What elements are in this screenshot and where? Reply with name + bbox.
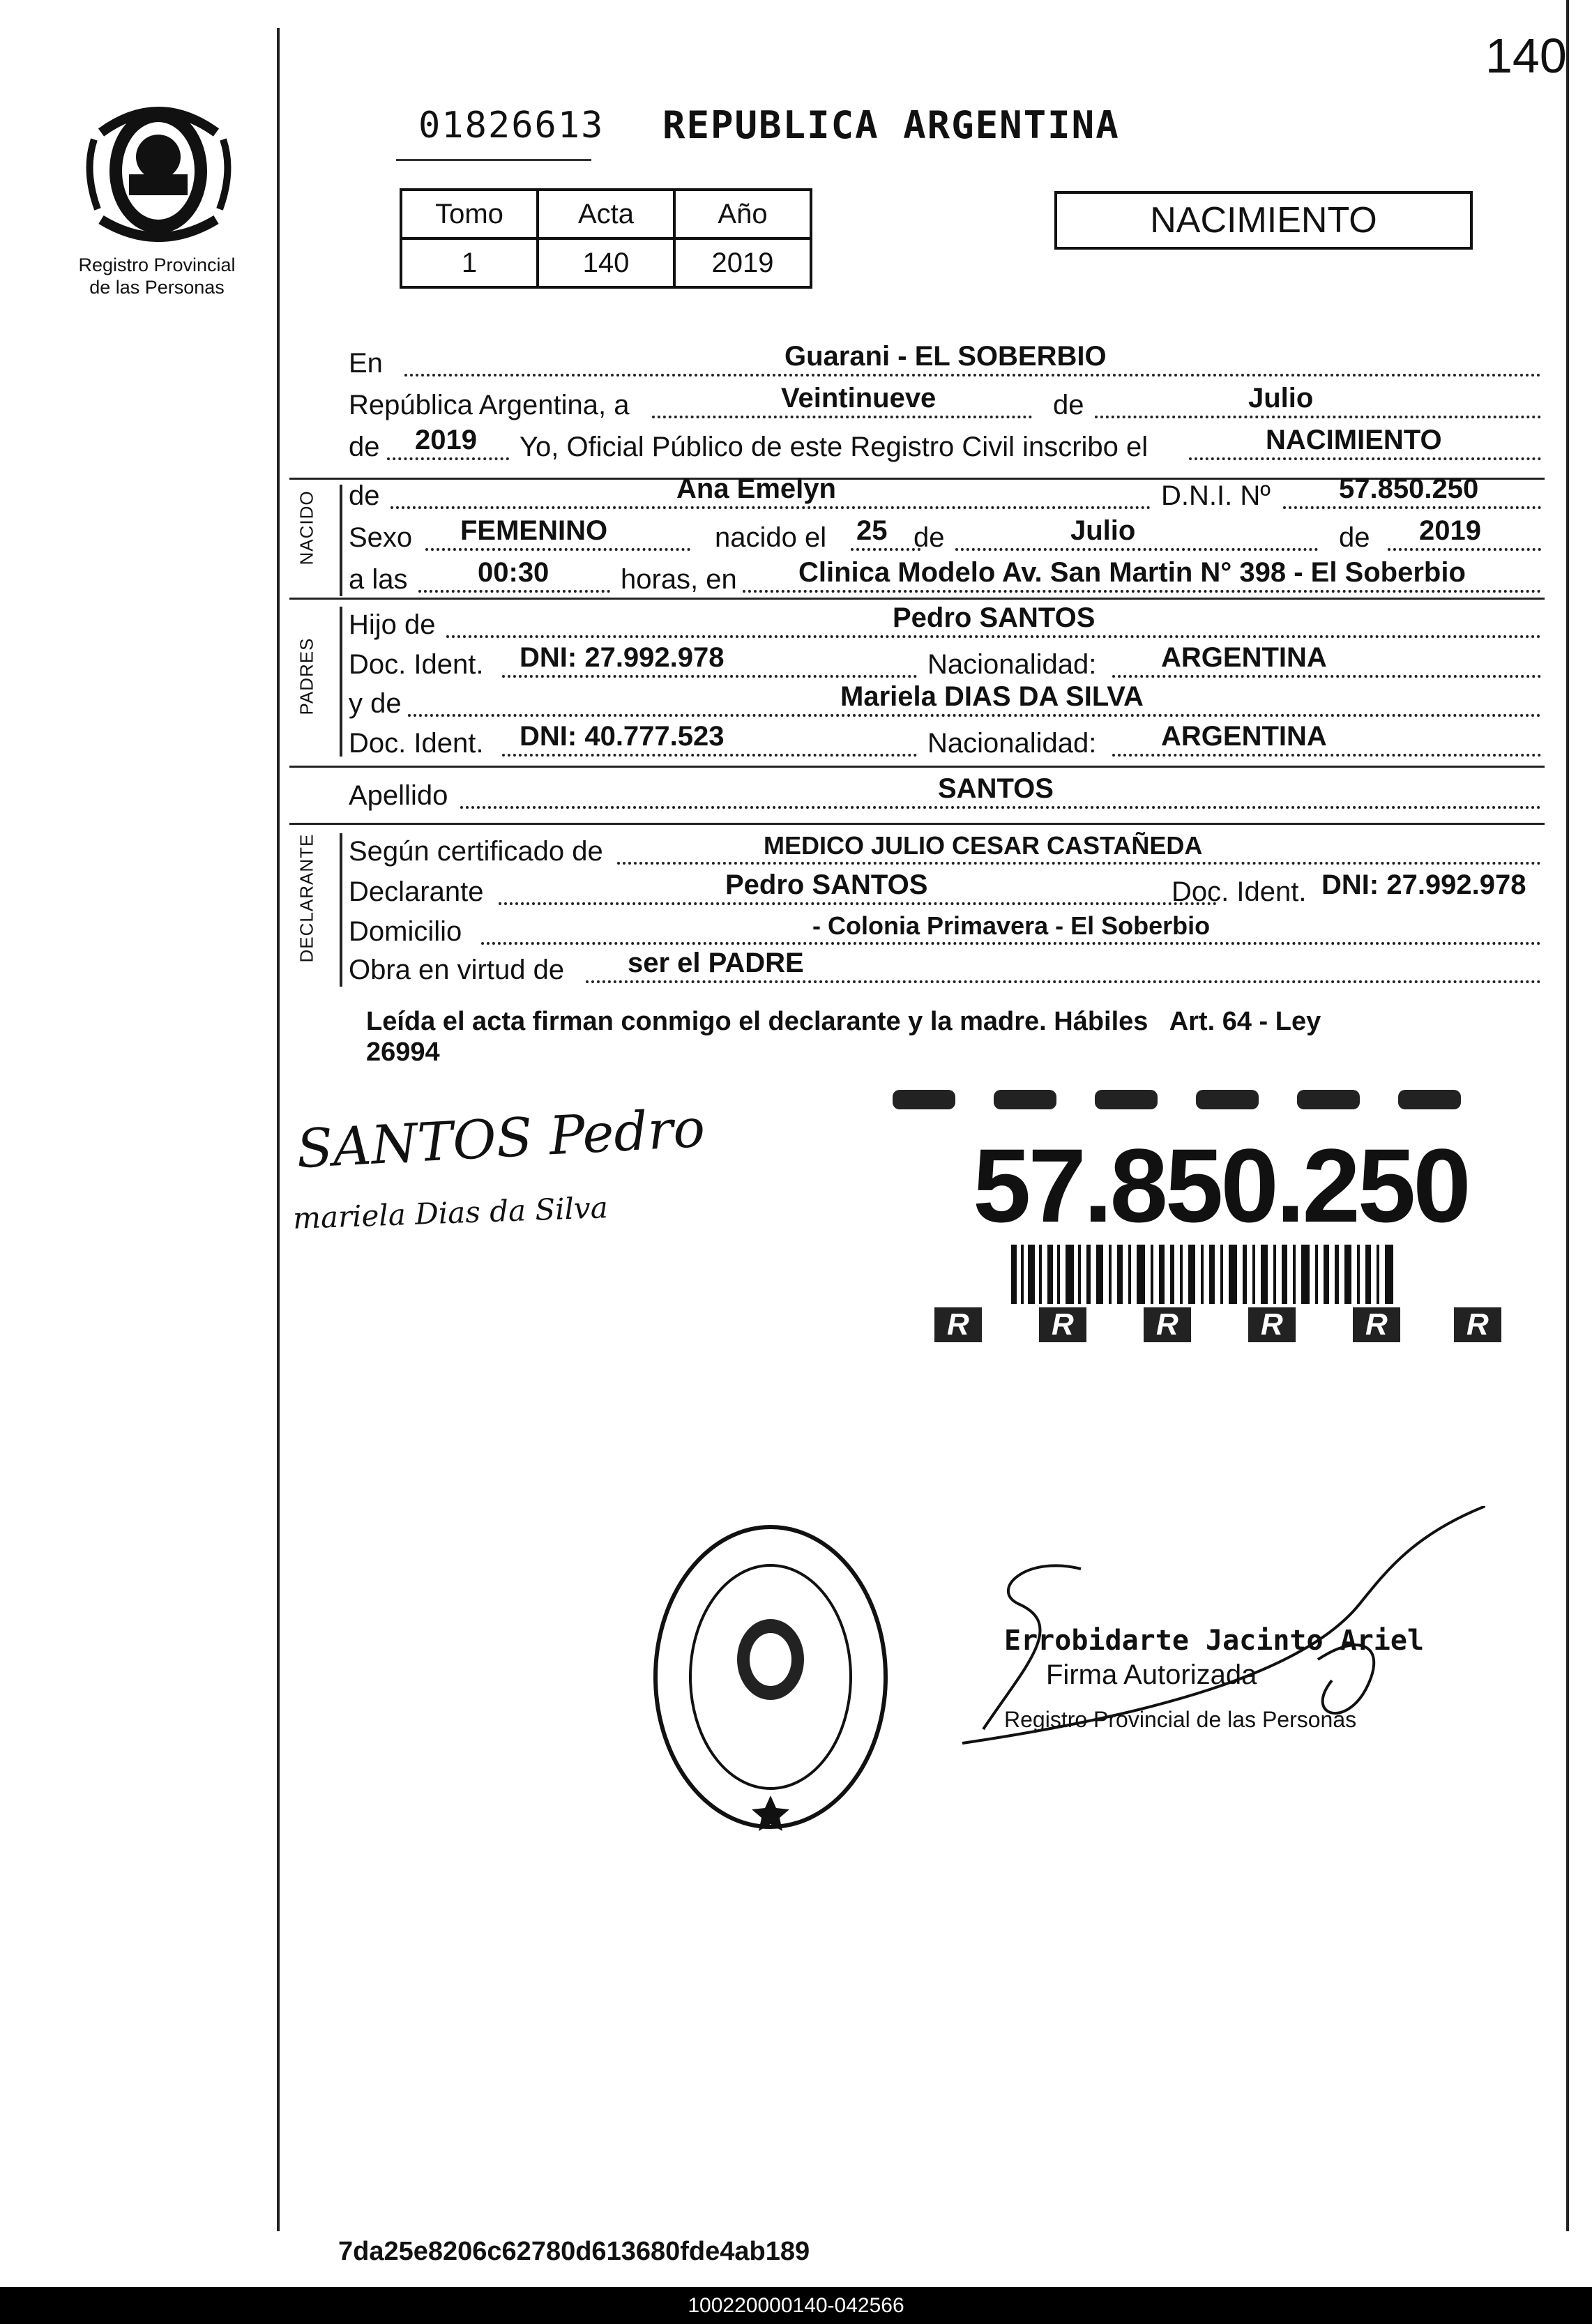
footer-bar <box>0 2287 1592 2324</box>
registry-name <box>49 254 265 298</box>
sticker-mark: R <box>1248 1307 1296 1342</box>
mother-nationality: ARGENTINA <box>1161 721 1327 752</box>
nacido-year-dots <box>1388 548 1541 551</box>
month-value: Julio <box>1248 383 1314 413</box>
row-apellido <box>349 774 1541 816</box>
page-number: 140 <box>1485 29 1567 83</box>
de2-label: de <box>349 432 380 462</box>
horas-label: horas, en <box>621 564 737 595</box>
year-value: 2019 <box>415 425 477 455</box>
en-value: Guarani - EL SOBERBIO <box>784 341 1107 372</box>
y-de-dots <box>408 714 1541 717</box>
left-margin-line <box>277 28 280 2231</box>
dom-value: - Colonia Primavera - El Soberbio <box>812 911 1211 940</box>
row-republica <box>349 383 1541 425</box>
nacido-de-label-3: de <box>1339 522 1370 553</box>
obra-value: ser el PADRE <box>628 948 804 978</box>
hijo-de-dots <box>446 635 1541 638</box>
serial-underline <box>396 159 591 161</box>
birth-place: Clinica Modelo Av. San Martin N° 398 - El Soberbio <box>798 557 1466 588</box>
sticker-mark: R <box>1039 1307 1086 1342</box>
sticker-top-marks <box>886 1084 1506 1119</box>
birth-year: 2019 <box>1419 515 1481 546</box>
record-value: NACIMIENTO <box>1266 425 1442 455</box>
dom-label: Domicilio <box>349 916 462 947</box>
nacido-name-dots <box>391 506 1151 509</box>
place-dots <box>743 590 1541 593</box>
registry-name-line2: de las Personas <box>89 277 225 298</box>
nacido-de-label-2: de <box>913 522 945 553</box>
row-mother-doc <box>349 722 1541 764</box>
sexo-label: Sexo <box>349 522 413 553</box>
declarante-label: DECLARANTE <box>296 833 317 963</box>
apellido-value: SANTOS <box>938 773 1054 804</box>
volume-value-acta: 140 <box>538 238 674 287</box>
signature-mother: mariela Dias da Silva <box>292 1190 609 1236</box>
father-doc-dots <box>502 675 917 678</box>
apellido-label: Apellido <box>349 780 448 811</box>
father-doc-label: Doc. Ident. <box>349 649 484 680</box>
cert-label: Según certificado de <box>349 836 603 867</box>
document-type: NACIMIENTO <box>1150 200 1377 241</box>
volume-value-anio: 2019 <box>674 238 811 287</box>
row-nacido-hora <box>349 558 1541 600</box>
row-father-doc <box>349 643 1541 685</box>
declarante-side-line <box>340 833 342 987</box>
officer-text: Yo, Oficial Público de este Registro Civil inscribo el <box>520 432 1148 462</box>
sexo-value: FEMENINO <box>460 515 608 546</box>
y-de-label: y de <box>349 688 402 719</box>
official-name: Errobidarte Jacinto Ariel <box>1004 1625 1425 1657</box>
dni-label: D.N.I. Nº <box>1161 480 1271 511</box>
mother-doc-label: Doc. Ident. <box>349 728 484 759</box>
document-type-box <box>1054 191 1473 250</box>
nacido-day-dots <box>851 548 920 551</box>
decl-doc-value: DNI: 27.992.978 <box>1321 869 1526 900</box>
nacido-label: NACIDO <box>296 490 317 565</box>
official-org: Registro Provincial de las Personas <box>1004 1707 1357 1732</box>
republica-label: República Argentina, a <box>349 390 630 420</box>
father-nat-dots <box>1112 675 1541 678</box>
republica-dots-1 <box>652 416 1032 418</box>
mother-doc-dots <box>502 754 917 757</box>
row-domicilio <box>349 910 1541 952</box>
volume-header-tomo: Tomo <box>401 190 538 238</box>
hijo-de-label: Hijo de <box>349 609 436 640</box>
nacido-de-label: de <box>349 480 380 511</box>
volume-table <box>400 188 812 289</box>
mother-doc: DNI: 40.777.523 <box>520 721 725 752</box>
padres-side-line <box>340 607 342 757</box>
document-title: REPUBLICA ARGENTINA <box>662 103 1120 147</box>
sticker-mark: R <box>1144 1307 1191 1342</box>
row-certificado <box>349 830 1541 872</box>
sticker-bottom-marks <box>886 1307 1506 1342</box>
officer-dots-2 <box>1189 457 1541 460</box>
decl-value: Pedro SANTOS <box>725 869 928 900</box>
father-doc: DNI: 27.992.978 <box>520 642 725 673</box>
decl-doc-label: Doc. Ident. <box>1172 876 1307 907</box>
mother-nat-label: Nacionalidad: <box>927 728 1097 759</box>
footer-id: 100220000140-042566 <box>688 2294 904 2317</box>
mother-name: Mariela DIAS DA SILVA <box>840 681 1144 712</box>
nacido-el-label: nacido el <box>715 522 827 553</box>
obra-label: Obra en virtud de <box>349 955 565 985</box>
official-role: Firma Autorizada <box>1046 1660 1257 1690</box>
sticker-number: 57.850.250 <box>973 1127 1469 1244</box>
padres-label: PADRES <box>296 637 317 715</box>
right-margin-line <box>1566 0 1569 2231</box>
dni-sticker <box>886 1084 1506 1349</box>
signature-declarante: SANTOS Pedro <box>295 1096 707 1180</box>
officer-dots-1 <box>387 457 509 460</box>
row-y-de <box>349 682 1541 724</box>
father-nationality: ARGENTINA <box>1161 642 1327 673</box>
sticker-mark: R <box>934 1307 982 1342</box>
decl-label: Declarante <box>349 876 484 907</box>
delegation-stamp-icon <box>649 1520 893 1834</box>
nacido-side-line <box>340 485 342 596</box>
registry-name-line1: Registro Provincial <box>78 255 236 275</box>
en-label: En <box>349 348 383 379</box>
child-name: Ana Emelyn <box>676 473 836 504</box>
birth-month: Julio <box>1070 515 1136 546</box>
father-name: Pedro SANTOS <box>893 602 1096 633</box>
padres-bottom-line <box>289 766 1545 768</box>
sticker-mark: R <box>1353 1307 1400 1342</box>
row-en <box>349 342 1541 383</box>
decl-dots <box>499 902 1217 905</box>
padres-top-line <box>289 598 1545 600</box>
volume-header-anio: Año <box>674 190 811 238</box>
apellido-bottom-line <box>289 823 1545 825</box>
child-dni: 57.850.250 <box>1339 473 1479 504</box>
closing-text <box>366 1006 1510 1068</box>
sexo-dots <box>425 548 690 551</box>
republica-dots-2 <box>1095 416 1541 418</box>
a-las-label: a las <box>349 564 408 595</box>
cert-dots <box>617 862 1541 865</box>
apellido-dots <box>460 806 1541 809</box>
father-nat-label: Nacionalidad: <box>927 649 1097 680</box>
sticker-barcode <box>1011 1245 1402 1304</box>
volume-header-acta: Acta <box>538 190 674 238</box>
row-declarante <box>349 870 1541 912</box>
time-dots <box>418 590 610 593</box>
sticker-mark: R <box>1454 1307 1501 1342</box>
row-obra <box>349 948 1541 990</box>
row-officer <box>349 425 1541 467</box>
closing-text-line1: Leída el acta firman conmigo el declarante y la madre. Hábiles Art. 64 - Ley <box>366 1007 1321 1036</box>
en-dots <box>404 374 1541 377</box>
row-hijo-de <box>349 603 1541 645</box>
birth-time: 00:30 <box>478 557 549 588</box>
dni-dots <box>1283 506 1541 509</box>
birth-day: 25 <box>856 515 888 546</box>
document-hash: 7da25e8206c62780d613680fde4ab189 <box>338 2237 810 2266</box>
obra-dots <box>586 980 1541 983</box>
mother-nat-dots <box>1112 754 1541 757</box>
volume-value-tomo: 1 <box>401 238 538 287</box>
de-label: de <box>1053 390 1084 420</box>
row-nacido-name <box>349 474 1541 516</box>
dom-dots <box>481 942 1541 945</box>
registry-seal-icon <box>80 91 237 251</box>
nacido-month-dots <box>955 548 1318 551</box>
serial-number: 01826613 <box>418 105 605 146</box>
closing-text-line2: 26994 <box>366 1038 440 1067</box>
day-value: Veintinueve <box>781 383 937 413</box>
cert-value: MEDICO JULIO CESAR CASTAÑEDA <box>764 831 1203 860</box>
row-nacido-sexo <box>349 516 1541 558</box>
